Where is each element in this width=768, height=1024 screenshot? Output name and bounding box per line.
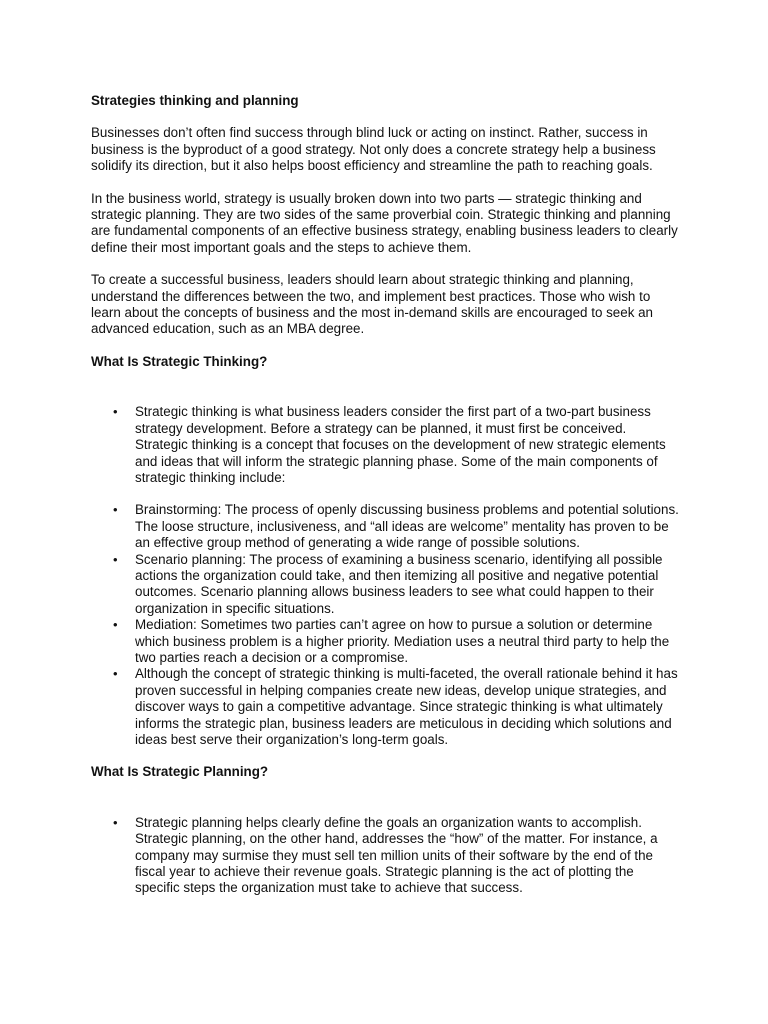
strategic-thinking-list — [91, 404, 681, 748]
list-item — [91, 552, 681, 618]
list-item-text: Scenario planning: The process of examining a business scenario, identifying all possible actions the organization could take, and then itemizing all positive and negative potential outcomes. Scenario planning allows business leaders to see what could happen to their organization in specific situations. — [135, 551, 663, 616]
bullet-icon: • — [113, 617, 118, 633]
bullet-icon: • — [113, 551, 118, 567]
list-item — [91, 502, 681, 551]
intro-paragraph-2: In the business world, strategy is usually broken down into two parts — strategic thinking and strategic planning. They are two sides of the same proverbial coin. Strategic thinking and planning are fundamental components of an effective business strategy, enabling business leaders to clearly define their most important goals and the steps to achieve them. — [91, 190, 678, 255]
list-item-text: Although the concept of strategic thinking is multi-faceted, the overall rationale behind it has proven successful in helping companies create new ideas, develop unique strategies, and discover ways to gain a competitive advantage. Since strategic thinking is what ultimately informs the strategic plan, business leaders are meticulous in deciding which solutions and ideas best serve their organization’s long-term goals. — [135, 666, 678, 747]
list-item — [91, 815, 681, 897]
strategic-planning-list — [91, 815, 681, 897]
list-item-text: Strategic thinking is what business leaders consider the first part of a two-part business strategy development. Before a strategy can be planned, it must first be conceived. Strategic thinking is a concept that focuses on the development of new strategic elements and ideas that will inform the strategic planning phase. Some of the main components of strategic thinking include: — [135, 404, 666, 485]
document-page — [91, 93, 681, 913]
list-item — [91, 404, 681, 486]
bullet-icon: • — [113, 814, 118, 830]
document-title: Strategies thinking and planning — [91, 93, 299, 108]
list-item-text: Mediation: Sometimes two parties can’t agree on how to pursue a solution or determine which business problem is a higher priority. Mediation uses a neutral third party to help the two parties reach a decision or a compromise. — [135, 617, 670, 665]
list-item — [91, 617, 681, 666]
bullet-icon: • — [113, 502, 118, 518]
list-item-text: Strategic planning helps clearly define the goals an organization wants to accomplish. Strategic planning, on the other hand, addresses the “how” of the matter. For instance, a company may surmise they must sell ten million units of their software by the end of the fiscal year to achieve their revenue goals. Strategic planning is the act of plotting the specific steps the organization must take to achieve that success. — [135, 814, 658, 896]
bullet-icon: • — [113, 404, 118, 420]
list-item-text: Brainstorming: The process of openly discussing business problems and potential solutions. The loose structure, inclusiveness, and “all ideas are welcome” mentality has proven to be an effective group method of generating a wide range of possible solutions. — [135, 502, 679, 551]
bullet-icon: • — [113, 666, 118, 682]
section-heading-strategic-planning: What Is Strategic Planning? — [91, 764, 269, 780]
intro-paragraph-1: Businesses don’t often find success through blind luck or acting on instinct. Rather, success in business is the byproduct of a good strategy. Not only does a concrete strategy help a business solidify its direction, but it also helps boost efficiency and streamline the path to reaching goals. — [91, 125, 656, 174]
list-item — [91, 666, 681, 748]
section-heading-strategic-thinking: What Is Strategic Thinking? — [91, 353, 268, 369]
intro-paragraph-3: To create a successful business, leaders should learn about strategic thinking and planning, understand the differences between the two, and implement best practices. Those who wish to learn about the concepts of business and the most in-demand skills are encouraged to seek an advanced education, such as an MBA degree. — [91, 272, 654, 337]
